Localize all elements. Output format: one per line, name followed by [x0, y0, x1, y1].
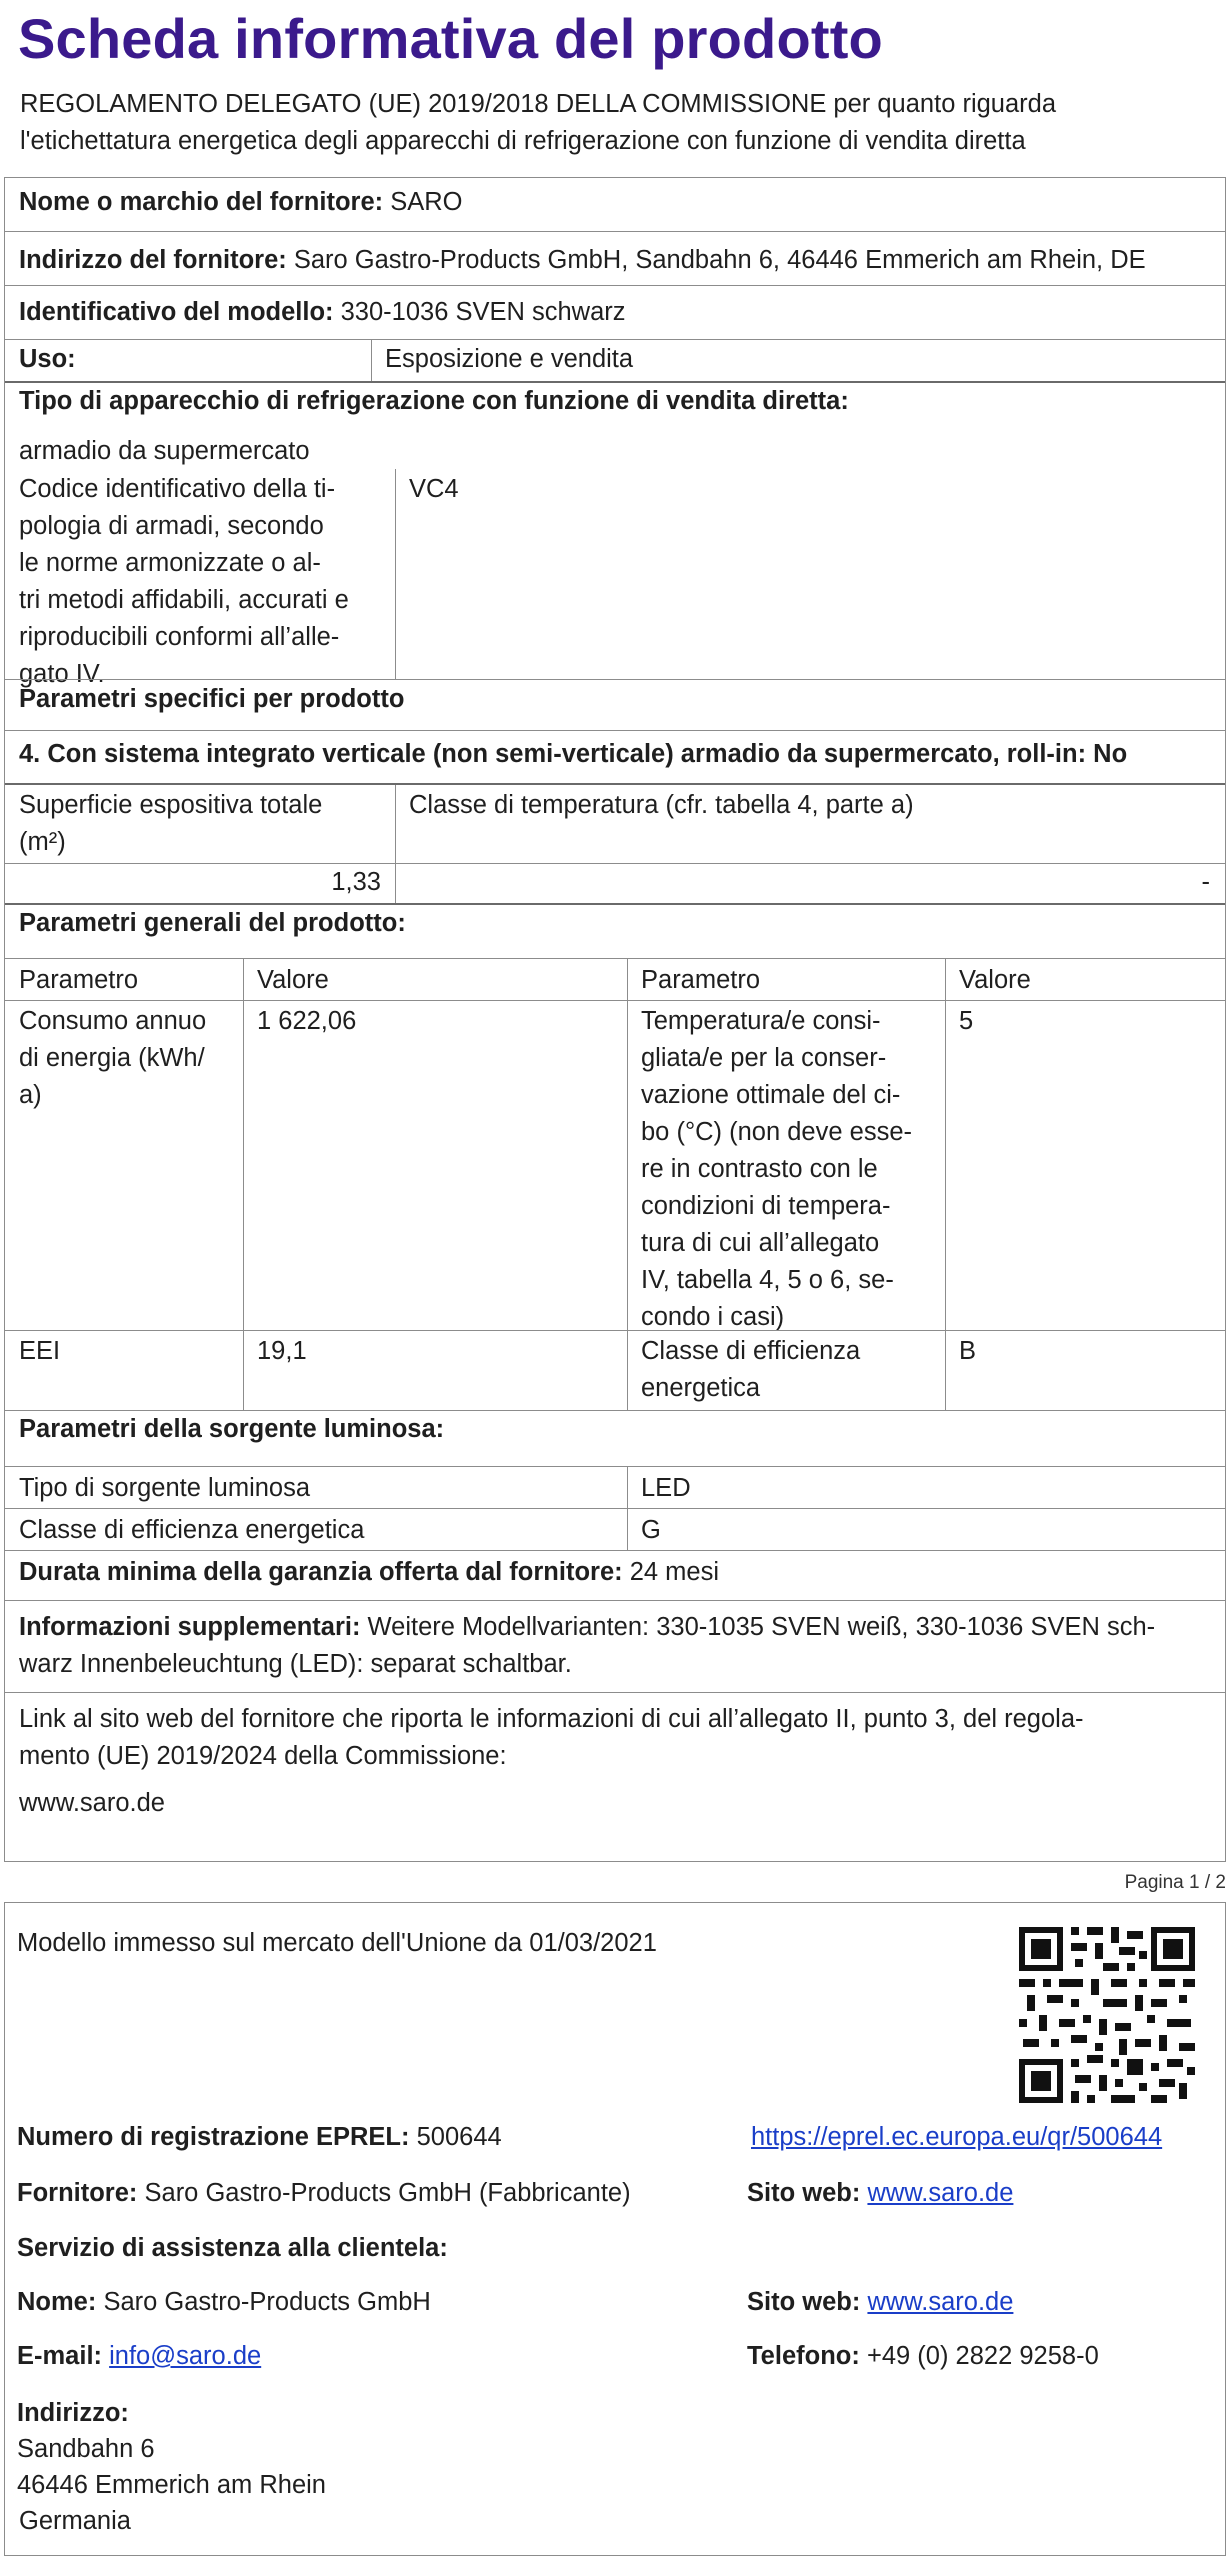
light-type-value: LED: [641, 1474, 691, 1502]
warranty-row: [5, 1550, 1225, 1600]
energy-consumption-label: Consumo annuo di energia (kWh/ a): [19, 1007, 207, 1109]
service-email: E-mail: info@saro.de: [17, 2342, 262, 2370]
model-value: 330-1036 SVEN schwarz: [340, 298, 626, 326]
supplier-address-row: [5, 231, 1225, 285]
supplier-name-label: Nome o marchio del fornitore:: [19, 188, 384, 216]
model-label: Identificativo del modello:: [19, 298, 334, 326]
light-type-label: Tipo di sorgente luminosa: [19, 1474, 311, 1502]
service-address-line1: Sandbahn 6: [17, 2435, 155, 2463]
service-address-line3: Germania: [19, 2507, 131, 2535]
use-value: Esposizione e vendita: [385, 345, 634, 373]
category-row: [5, 730, 1225, 783]
appliance-type-row: [5, 381, 1225, 688]
appliance-type-label: Tipo di apparecchio di refrigerazione con funzione di vendita diretta:: [19, 387, 849, 415]
additional-info-label: Informazioni supplementari:: [19, 1613, 361, 1641]
param-header-2: Parametro: [641, 966, 761, 994]
footer-supplier-website-link[interactable]: www.saro.de: [867, 2179, 1014, 2207]
use-row: [5, 339, 1225, 381]
footer-supplier: Fornitore: Saro Gastro-Products GmbH (Fabbricante): [17, 2179, 631, 2207]
specific-params-heading-row: [5, 679, 1225, 730]
cabinet-code-description: Codice identificativo della ti- pologia di armadi, secondo le norme armonizzate o al- tri metodi affidabili, accurati e riproducibili conformi all’alle- gato IV.: [19, 475, 349, 688]
additional-info-line1: Weitere Modellvarianten: 330-1035 SVEN weiß, 330-1036 SVEN sch-: [367, 1613, 1156, 1641]
general-params-heading-row: [5, 903, 1225, 958]
light-type-row: [5, 1466, 1225, 1508]
light-class-row: [5, 1508, 1225, 1550]
eprel-number: Numero di registrazione EPREL: 500644: [17, 2123, 502, 2151]
energy-class-label: Classe di efficienza energetica: [641, 1337, 861, 1402]
recommended-temperature-value: 5: [959, 1007, 974, 1035]
model-row: [5, 285, 1225, 339]
service-website: Sito web: www.saro.de: [747, 2288, 1014, 2316]
light-class-label: Classe di efficienza energetica: [19, 1516, 365, 1544]
specific-params-value-row: [5, 863, 1225, 903]
temperature-class-value: -: [1201, 868, 1210, 896]
specific-params-heading: Parametri specifici per prodotto: [19, 685, 405, 713]
warranty-label: Durata minima della garanzia offerta dal fornitore:: [19, 1558, 623, 1586]
footer-supplier-website: Sito web: www.saro.de: [747, 2179, 1014, 2207]
service-email-link[interactable]: info@saro.de: [109, 2342, 262, 2370]
recommended-temperature-label: Temperatura/e consi- gliata/e per la conser- vazione ottimale del ci- bo (°C) (non deve esse- re in contrasto con le condizioni di tempera- tura di cui all’allegato IV, tabella 4, 5 o 6, se- condo i casi): [641, 1007, 912, 1331]
main-info-table: [4, 177, 1226, 1862]
eei-value: 19,1: [257, 1337, 307, 1365]
service-phone: Telefono: +49 (0) 2822 9258-0: [747, 2342, 1099, 2370]
service-website-link[interactable]: www.saro.de: [867, 2288, 1014, 2316]
service-address-line2: 46446 Emmerich am Rhein: [17, 2471, 326, 2499]
regulation-subtitle: REGOLAMENTO DELEGATO (UE) 2019/2018 DELLA COMMISSIONE per quanto riguarda l'etichettatura energetica degli apparecchi di refrigerazione con funzione di vendita diretta: [20, 90, 1057, 155]
page-title: Scheda informativa del prodotto: [18, 7, 883, 70]
warranty-value: 24 mesi: [629, 1558, 720, 1586]
supplier-name-row: [5, 178, 1225, 231]
eprel-link[interactable]: https://eprel.ec.europa.eu/qr/500644: [751, 2123, 1163, 2151]
website-info-line1: Link al sito web del fornitore che riporta le informazioni di cui all’allegato II, punto 3, del regola-: [19, 1705, 1084, 1733]
category-text: 4. Con sistema integrato verticale (non semi-verticale) armadio da supermercato, roll-in: No: [19, 740, 1128, 768]
website-info-line2: mento (UE) 2019/2024 della Commissione:: [19, 1742, 507, 1770]
qr-code-icon: [1019, 1927, 1195, 2103]
energy-consumption-value: 1 622,06: [257, 1007, 357, 1035]
supplier-address-label: Indirizzo del fornitore:: [19, 246, 287, 274]
appliance-type-value: armadio da supermercato: [19, 437, 310, 465]
specific-params-header-row: [5, 783, 1225, 863]
market-date: Modello immesso sul mercato dell'Unione da 01/03/2021: [17, 1929, 657, 1957]
eprel-footer-box: [4, 1902, 1226, 2556]
supplier-address-value: Saro Gastro-Products GmbH, Sandbahn 6, 46446 Emmerich am Rhein, DE: [293, 246, 1146, 274]
service-name: Nome: Saro Gastro-Products GmbH: [17, 2288, 431, 2316]
light-heading-row: [5, 1410, 1225, 1466]
general-params-header-row: [5, 958, 1225, 1000]
cabinet-code-value: VC4: [409, 475, 459, 503]
light-params-heading: Parametri della sorgente luminosa:: [19, 1415, 445, 1443]
website-url[interactable]: www.saro.de: [19, 1789, 165, 1817]
display-area-value: 1,33: [331, 868, 381, 896]
energy-consumption-row: [5, 1000, 1225, 1330]
general-params-heading: Parametri generali del prodotto:: [19, 909, 406, 937]
supplier-name-value: SARO: [390, 188, 463, 216]
eei-row: [5, 1330, 1225, 1410]
param-header-1: Parametro: [19, 966, 139, 994]
display-area-header: Superficie espositiva totale (m²): [19, 791, 323, 856]
value-header-2: Valore: [959, 966, 1031, 994]
temperature-class-header: Classe di temperatura (cfr. tabella 4, parte a): [409, 791, 914, 819]
energy-class-value: B: [959, 1337, 977, 1365]
eei-label: EEI: [19, 1337, 61, 1365]
customer-service-heading: Servizio di assistenza alla clientela:: [17, 2234, 448, 2262]
website-info-row: [5, 1692, 1225, 1862]
use-label: Uso:: [19, 345, 76, 373]
additional-info-row: [5, 1600, 1225, 1692]
value-header-1: Valore: [257, 966, 329, 994]
page-number: Pagina 1 / 2: [1124, 1872, 1226, 1893]
additional-info-line2: warz Innenbeleuchtung (LED): separat schaltbar.: [19, 1650, 572, 1678]
service-address-label: Indirizzo:: [17, 2399, 129, 2427]
light-class-value: G: [641, 1516, 661, 1544]
